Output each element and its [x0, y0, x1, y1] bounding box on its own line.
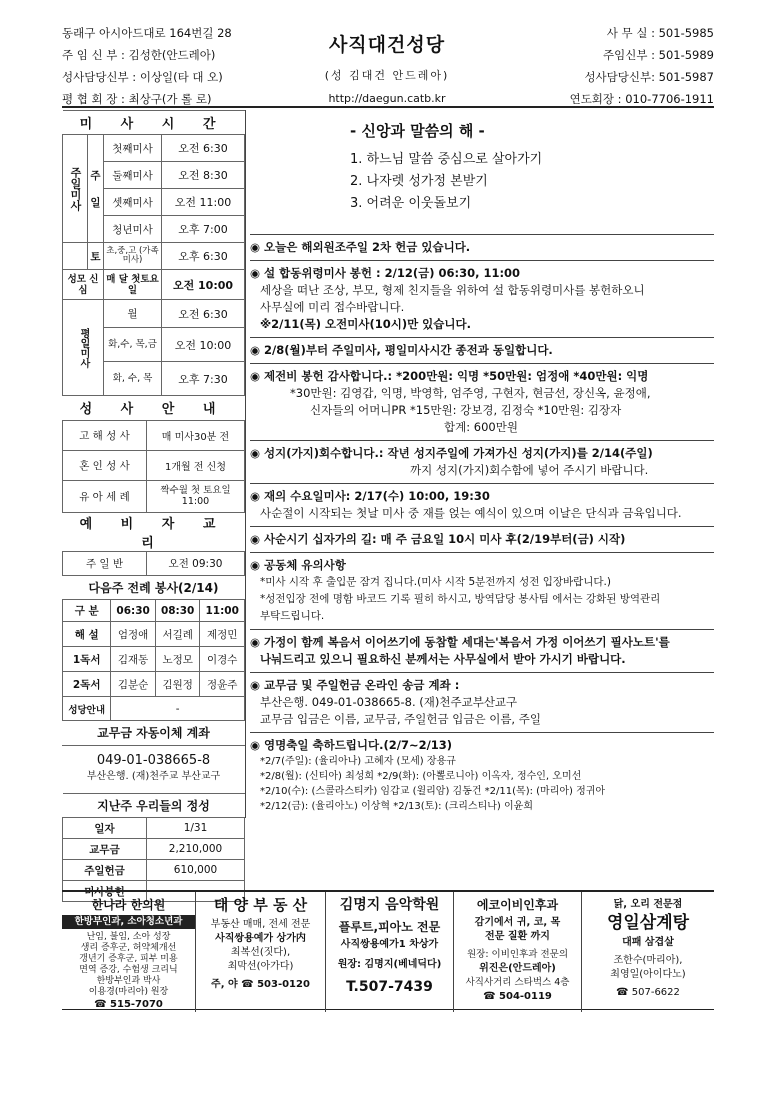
mass-name: 청년미사 — [104, 216, 162, 243]
notice-head: ◉ 영명축일 축하드립니다.(2/7~2/13) — [250, 738, 453, 752]
parish-url[interactable]: http://daegun.catb.kr — [328, 92, 446, 105]
service-head: 11:00 — [200, 600, 245, 622]
sacrament-name: 혼 인 성 사 — [63, 450, 147, 480]
ad-line: 사직쌍용예가1 차상가 — [340, 939, 439, 950]
mass-name: 셋째미사 — [104, 189, 162, 216]
notice-item — [250, 672, 714, 732]
ad-phone: T.507-7439 — [346, 979, 433, 995]
ad-title: 에코이비인후과 — [476, 898, 559, 912]
notice-head: ◉ 오늘은 해외원조주일 2차 헌금 있습니다. — [250, 240, 471, 254]
header-center — [302, 30, 472, 105]
notice-line: 부산은행. 049-01-038665-8. (재)천주교부산교구 — [260, 695, 518, 709]
finance-key: 주일헌금 — [63, 860, 147, 881]
service-cell: 해 설 — [63, 622, 111, 647]
finance-key: 교무금 — [63, 839, 147, 860]
notice-item — [250, 234, 714, 260]
header-right — [534, 22, 714, 110]
blank — [63, 243, 88, 270]
first-sat-time: 오전 10:00 — [162, 270, 245, 300]
ad-line: 전문 질환 까지 — [485, 931, 550, 942]
mass-name: 화, 수, 목 — [104, 362, 162, 396]
notice-head: ◉ 제전비 봉헌 감사합니다.: *200만원: 익명 *50만원: 엄정애 *40만원: 익명 — [250, 369, 649, 383]
service-cell: 김재동 — [111, 647, 156, 672]
notice-line: *성전입장 전에 명함 바코드 기록 필히 하시고, 방역담당 봉사팀 에서는 강화된 방역관리 — [260, 593, 661, 605]
mass-name: 둘째미사 — [104, 162, 162, 189]
notice-item — [250, 363, 714, 440]
sacrament-info: 짝수월 첫 토요일 11:00 — [147, 480, 245, 512]
ad-restaurant — [582, 892, 714, 1012]
notice-head: ◉ 가정이 함께 복음서 이어쓰기에 동참할 세대는'복음서 가정 이어쓰기 필사노트'를 — [250, 635, 670, 649]
sacraments-title: 성 사 안 내 — [79, 402, 228, 418]
ad-phone: 주, 야 ☎ 503-0120 — [211, 979, 310, 990]
theme-goal: 1. 하느님 말씀 중심으로 살아가기 — [350, 152, 543, 167]
ad-line: 대패 삼겹살 — [622, 937, 674, 948]
ad-line: 사직사거리 스타벅스 4층 — [465, 977, 570, 988]
ad-line: 갱년기 증후군, 피부 미용 — [79, 954, 178, 964]
mass-name: 초,중,고 (가족미사) — [104, 243, 162, 270]
mass-time: 오전 6:30 — [162, 135, 245, 162]
finance-value: 2,210,000 — [147, 839, 245, 860]
sacraments-table — [62, 396, 245, 576]
notice-head: ◉ 성지(가지)회수합니다.: 작년 성지주일에 가져가신 성지(가지)를 2/14(주일) — [250, 446, 653, 460]
ads-bar — [62, 890, 714, 1010]
ad-line: 부동산 매매, 전세 전문 — [210, 919, 311, 930]
sacrament-info: 1개월 전 신청 — [147, 450, 245, 480]
finance-table — [62, 793, 245, 902]
ad-line: 최영일(아이다노) — [610, 969, 686, 980]
notice-head: ◉ 재의 수요일미사: 2/17(수) 10:00, 19:30 — [250, 489, 490, 503]
ad-line: 한방부인과 박사 — [96, 976, 161, 986]
address: 동래구 아시아드대로 164번길 28 — [62, 26, 232, 40]
service-head: 06:30 — [111, 600, 156, 622]
ad-line: 원장: 김명지(베네딕다) — [337, 959, 442, 970]
patron-saint: (성 김대건 안드레아) — [324, 69, 450, 82]
notice-line: *2/10(수): (스콜라스티카) 임갑교 (윌리암) 김동건 *2/11(목): (마리아) 정귀아 — [260, 786, 606, 797]
mass-time: 오전 8:30 — [162, 162, 245, 189]
finance-title: 지난주 우리들의 정성 — [63, 794, 245, 818]
service-cell: 1독서 — [63, 647, 111, 672]
ad-line: 닭, 오리 전문점 — [613, 899, 683, 910]
ad-line: 한방부인과, 소아청소년과 — [62, 915, 195, 929]
ad-phone: ☎ 507-6622 — [616, 987, 680, 998]
ad-line: 생리 증후군, 허약체개선 — [80, 943, 177, 953]
ad-line: 위진은(안드레아) — [479, 963, 556, 974]
weekday-mass-label: 평일미사 — [63, 300, 104, 396]
guide-label: 성당안내 — [63, 697, 111, 721]
transfer-box — [62, 721, 245, 793]
mass-time: 오후 6:30 — [162, 243, 245, 270]
notice-line: ※2/11(목) 오전미사(10시)만 있습니다. — [260, 317, 471, 331]
ad-line: 최복선(짓다), — [230, 947, 291, 958]
catechism-name: 주 일 반 — [63, 551, 147, 575]
notice-line: 교무금 입금은 이름, 교무금, 주일헌금 입금은 이름, 주일 — [260, 712, 541, 726]
notice-line: *2/8(월): (신티아) 최성희 *2/9(화): (아뽈로니아) 이옥자, 정수인, 오미선 — [260, 771, 582, 782]
service-table — [62, 576, 245, 722]
mass-time: 오후 7:30 — [162, 362, 245, 396]
notice-head: ◉ 2/8(월)부터 주일미사, 평일미사시간 종전과 동일합니다. — [250, 343, 553, 357]
ad-title: 김명지 음악학원 — [339, 897, 440, 913]
notice-line: *미사 시작 후 출입문 잠겨 집니다.(미사 시작 5분전까지 성전 입장바랍니다.) — [260, 576, 611, 588]
transfer-bank: 부산은행. (재)천주교 부산교구 — [86, 771, 221, 783]
header — [62, 22, 714, 108]
ad-line: 사직쌍용예가 상가内 — [215, 933, 306, 944]
notice-head: ◉ 사순시기 십자가의 길: 매 주 금요일 10시 미사 후(2/19부터(금) 시작) — [250, 532, 626, 546]
notice-head: ◉ 설 합동위령미사 봉헌 : 2/12(금) 06:30, 11:00 — [250, 266, 521, 280]
ad-line: 이용경(마리아) 원장 — [88, 987, 169, 997]
service-cell: 이경수 — [200, 647, 245, 672]
notice-item — [250, 483, 714, 526]
pastor-tel: 주임신부 : 501-5989 — [603, 48, 714, 62]
notice-item — [250, 732, 714, 818]
service-cell: 2독서 — [63, 672, 111, 697]
parish-name: 사직대건성당 — [328, 34, 446, 56]
pastor: 주 임 신 부 : 김성한(안드레아) — [62, 48, 216, 62]
notice-item — [250, 629, 714, 672]
ad-line: 플루트,피아노 전문 — [338, 920, 441, 934]
theme-goal: 3. 어려운 이웃돌보기 — [350, 196, 472, 211]
ad-music — [326, 892, 454, 1012]
mass-time: 오전 6:30 — [162, 300, 245, 328]
youth-tel: 연도회장 : 010-7706-1911 — [569, 92, 714, 106]
notice-line: *2/7(주일): (율리아나) 고혜자 (모세) 장용규 — [260, 756, 456, 767]
notice-item — [250, 526, 714, 552]
service-cell: 서길례 — [155, 622, 200, 647]
notice-line: 나눠드리고 있으니 필요하신 분께서는 사무실에서 받아 가시기 바랍니다. — [260, 652, 626, 666]
service-title: 다음주 전례 봉사(2/14) — [88, 580, 219, 595]
catechism-time: 오전 09:30 — [147, 551, 245, 575]
ad-line: 난임, 불임, 소아 성장 — [86, 932, 171, 942]
finance-value: 610,000 — [147, 860, 245, 881]
notice-item — [250, 440, 714, 483]
notice-item — [250, 260, 714, 337]
notice-line: 사순절이 시작되는 첫날 미사 중 재를 얹는 예식이 있으며 이날은 단식과 금육입니다. — [260, 506, 682, 520]
service-head: 08:30 — [155, 600, 200, 622]
assistant-priest: 성사담당신부 : 이상일(타 대 오) — [62, 70, 223, 84]
mass-name: 화,수, 목,금 — [104, 328, 162, 362]
saturday-label: 토 — [88, 243, 104, 270]
left-column — [62, 110, 245, 902]
ad-title: 태 양 부 동 산 — [213, 896, 308, 914]
ad-phone: ☎ 504-0119 — [483, 991, 552, 1002]
notice-head: ◉ 교무금 및 주일헌금 온라인 송금 계좌 : — [250, 678, 460, 692]
first-sat-label: 성모 신심 — [63, 270, 104, 300]
guide-value: - — [111, 697, 245, 721]
sunday-label: 주 일 — [88, 135, 104, 243]
service-cell: 엄정애 — [111, 622, 156, 647]
notice-line: 부탁드립니다. — [260, 610, 325, 622]
notice-line: 세상을 떠난 조상, 부모, 형제 친지들을 위하여 설 합동위령미사를 봉헌하오니 — [260, 283, 645, 297]
ad-ent — [454, 892, 582, 1012]
first-sat-name: 매 달 첫토요일 — [104, 270, 162, 300]
mass-time: 오전 10:00 — [162, 328, 245, 362]
ad-title: 한나라 한의원 — [91, 898, 166, 912]
sacrament-name: 유 아 세 례 — [63, 480, 147, 512]
service-cell: 정윤주 — [200, 672, 245, 697]
sacrament-info: 매 미사30분 전 — [147, 420, 245, 450]
ad-title: 영일삼계탕 — [606, 913, 690, 933]
ad-line: 감기에서 귀, 코, 목 — [474, 917, 561, 928]
theme-title: - 신앙과 말씀의 해 - — [350, 122, 485, 140]
office-tel: 사 무 실 : 501-5985 — [606, 26, 714, 40]
transfer-title: 교무금 자동이체 계좌 — [62, 721, 245, 745]
ad-clinic — [62, 892, 196, 1012]
mass-time: 오후 7:00 — [162, 216, 245, 243]
finance-key: 일자 — [63, 818, 147, 839]
theme-box — [250, 110, 714, 234]
notice-head: ◉ 공동체 유의사항 — [250, 558, 346, 572]
sacrament-name: 고 해 성 사 — [63, 420, 147, 450]
assistant-tel: 성사담당신부: 501-5987 — [584, 70, 714, 84]
sunday-mass-label: 주일미사 — [63, 135, 88, 243]
transfer-account: 049-01-038665-8 — [96, 753, 211, 769]
mass-name: 월 — [104, 300, 162, 328]
service-cell: 김원정 — [155, 672, 200, 697]
ad-line: 조한수(마리아), — [613, 955, 683, 966]
ad-line: 면역 증강, 수험생 크리닉 — [79, 965, 178, 975]
notice-line: 사무실에 미리 접수바랍니다. — [260, 300, 405, 314]
bulletin-page — [62, 22, 714, 1010]
finance-value: 1/31 — [147, 818, 245, 839]
mass-table — [62, 110, 245, 396]
ad-line: 원장: 이비인후과 전문의 — [466, 949, 568, 960]
right-column — [245, 110, 714, 818]
service-cell: 김분순 — [111, 672, 156, 697]
catechism-title: 예 비 자 교 리 — [79, 516, 228, 551]
mass-title: 미 사 시 간 — [63, 111, 245, 135]
council-president: 평 협 회 장 : 최상구(가 롤 로) — [62, 92, 212, 106]
finance-key: 미사봉헌 — [63, 881, 147, 902]
notice-line: 합계: 600만원 — [444, 420, 518, 434]
notice-line: *2/12(금): (율리아노) 이상혁 *2/13(토): (크리스티나) 이윤희 — [260, 801, 533, 812]
notice-line: *30만원: 김영갑, 익명, 박영학, 엄주영, 구현자, 현금선, 장신옥, 윤정애, — [290, 386, 651, 400]
ad-phone: ☎ 515-7070 — [94, 999, 163, 1010]
ad-line: 최막선(아가다) — [227, 961, 294, 972]
notice-line: 신자들의 어머니PR *15만원: 강보경, 김정숙 *10만원: 김장자 — [310, 403, 622, 417]
notice-line: 까지 성지(가지)회수함에 넣어 주시기 바랍니다. — [410, 463, 649, 477]
service-cell: 제정민 — [200, 622, 245, 647]
service-head: 구 분 — [63, 600, 111, 622]
theme-goal: 2. 나자렛 성가정 본받기 — [350, 174, 488, 189]
mass-name: 첫째미사 — [104, 135, 162, 162]
mass-time: 오전 11:00 — [162, 189, 245, 216]
finance-value: - — [147, 881, 245, 902]
notice-item — [250, 337, 714, 363]
service-cell: 노정모 — [155, 647, 200, 672]
header-left — [62, 22, 262, 110]
notice-item — [250, 552, 714, 629]
ad-realty — [196, 892, 326, 1012]
